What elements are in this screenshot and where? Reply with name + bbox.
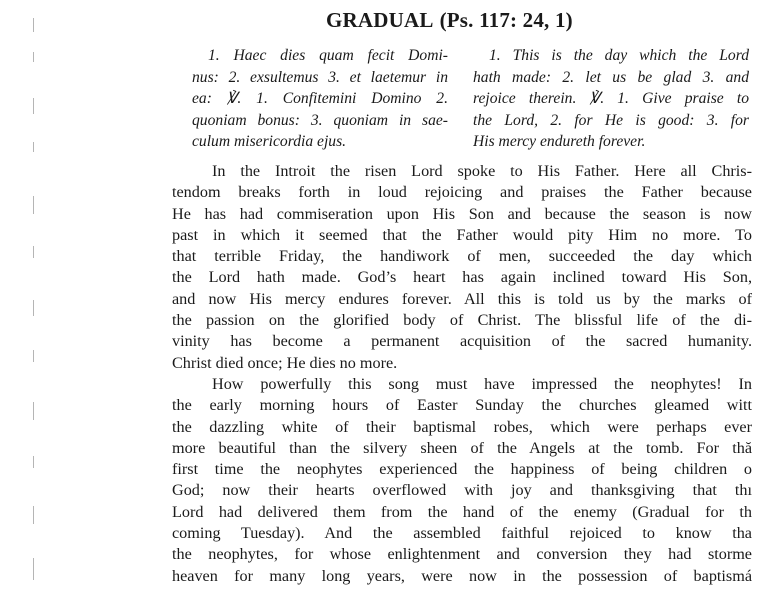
- english-line: rejoice therein. ℣. 1. Give praise to: [473, 90, 749, 107]
- heading-psalm-reference: (Ps. 117: 24, 1): [439, 8, 573, 32]
- paragraph-line: God; now their hearts overflowed with joy and thanksgiving that thı: [172, 481, 752, 500]
- english-line: hath made: 2. let us be glad 3. and: [473, 68, 749, 86]
- english-line: His mercy endureth forever.: [473, 133, 646, 150]
- commentary-paragraph-2: [172, 374, 752, 587]
- paragraph-line: past in which it seemed that the Father would pity Him no more. To: [172, 225, 752, 244]
- paragraph-line: In the Introit the risen Lord spoke to His Father. Here all Chris-: [212, 162, 752, 180]
- paragraph-line: coming Tuesday). And the assembled faithful rejoiced to know tha: [172, 524, 752, 543]
- paragraph-line: Lord had delivered them from the hand of the enemy (Gradual for th: [172, 502, 752, 521]
- paragraph-line: heaven for many long years, were now in the possession of baptismá: [172, 566, 752, 585]
- paragraph-line: He has had commiseration upon His Son and because the season is now: [172, 204, 752, 223]
- latin-line: culum misericordia ejus.: [192, 133, 347, 150]
- english-line: the Lord, 2. for He is good: 3. for: [473, 111, 749, 129]
- page-gutter-marks: [33, 0, 37, 600]
- paragraph-line: first time the neophytes experienced the happiness of being children o: [172, 460, 752, 479]
- commentary-paragraph-1: [172, 161, 752, 374]
- paragraph-line: the passion on the glorified body of Christ. The blissful life of the di-: [172, 311, 752, 330]
- paragraph-line: the dazzling white of their baptismal robes, which were perhaps ever: [172, 417, 752, 436]
- paragraph-line: the Lord hath made. God’s heart has again inclined toward His Son,: [172, 268, 752, 287]
- paragraph-line: Christ died once; He dies no more.: [172, 353, 398, 372]
- latin-text-column: [192, 45, 448, 153]
- latin-line: quoniam bonus: 3. quoniam in sae-: [192, 111, 448, 129]
- paragraph-line: tendom breaks forth in loud rejoicing and praises the Father because: [172, 183, 752, 202]
- paragraph-line: more beautiful than the silvery sheen of the Angels at the tomb. For thă: [172, 438, 752, 457]
- english-line: 1. This is the day which the Lord: [489, 47, 749, 64]
- heading-label: GRADUAL: [326, 8, 434, 32]
- paragraph-line: that terrible Friday, the handiwork of men, succeeded the day which: [172, 247, 752, 266]
- gradual-heading: [326, 8, 573, 33]
- english-text-column: [473, 45, 749, 153]
- paragraph-line: vinity has become a permanent acquisition of the sacred humanity.: [172, 332, 752, 351]
- paragraph-line: the neophytes, for whose enlightenment and conversion they had storme: [172, 545, 752, 564]
- latin-line: 1. Haec dies quam fecit Domi-: [208, 47, 448, 64]
- latin-line: nus: 2. exsultemus 3. et laetemur in: [192, 68, 448, 86]
- paragraph-line: the early morning hours of Easter Sunday the churches gleamed witt: [172, 396, 752, 415]
- paragraph-line: How powerfully this song must have impressed the neophytes! In: [212, 375, 752, 393]
- latin-line: ea: ℣. 1. Confitemini Domino 2.: [192, 90, 448, 107]
- paragraph-line: and now His mercy endures forever. All this is told us by the marks of: [172, 289, 752, 308]
